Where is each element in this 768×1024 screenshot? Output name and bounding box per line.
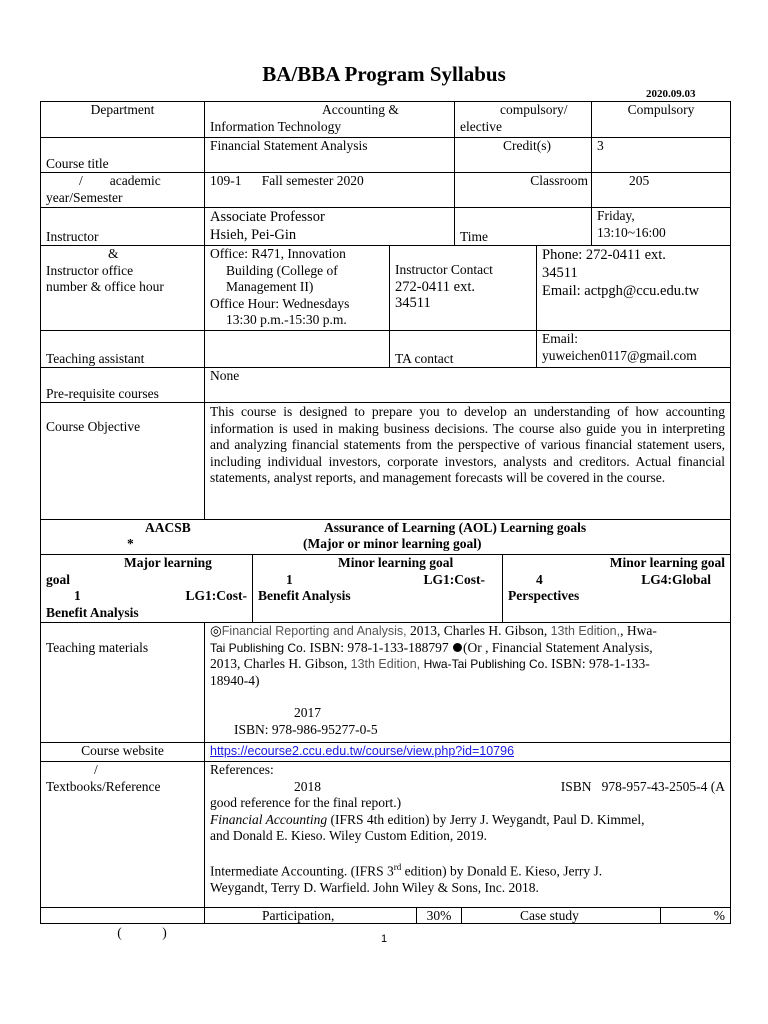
credits-label: Credit(s) [454, 138, 591, 172]
bullet-dot-icon [453, 643, 462, 652]
participation-percent: 30% [416, 908, 461, 923]
prerequisite-row [41, 367, 730, 402]
ta-contact-value: Email: yuweichen0117@gmail.com [536, 331, 730, 367]
department-value: Accounting & Information Technology [204, 102, 454, 137]
case-study-percent: % [660, 908, 730, 923]
classroom-value: 205 [591, 173, 730, 207]
semester-value: 109-1 Fall semester 2020 [204, 173, 454, 207]
objective-value: This course is designed to prepare you to develop an understanding of how accounting information is used in making business decisions. The course also guide you in interpreting and analyzing financial statements from the perspective of various financial statement users, including individual investors, corporate investors, analysts and creditors. Actual financial statements, analyst reports, and management forecasts will be covered in the course. [204, 403, 730, 519]
minor-goal-one: Minor learning goal 1 LG1:Cost- Benefit Analysis [252, 555, 502, 622]
minor-goal-two: Minor learning goal 4 LG4:Global Perspectives [502, 555, 730, 622]
ta-contact-label: TA contact [389, 331, 536, 367]
aol-heading: AACSB * Assurance of Learning (AOL) Learning goals (Major or minor learning goal) [127, 520, 587, 551]
time-value: Friday, 13:10~16:00 [591, 208, 730, 245]
office-label: & Instructor office number & office hour [46, 246, 164, 294]
syllabus-table [40, 101, 731, 940]
aol-row [41, 519, 730, 554]
credits-value: 3 [591, 138, 730, 172]
classroom-label: Classroom [454, 173, 591, 207]
prerequisite-label: Pre-requisite courses [46, 385, 159, 401]
department-row [41, 102, 730, 137]
course-type-value: Compulsory [591, 102, 730, 137]
participation-label: Participation, [204, 908, 416, 923]
time-label: Time [454, 208, 591, 245]
materials-value: ◎Financial Reporting and Analysis, 2013, Charles H. Gibson, 13th Edition,, Hwa- Tai Publishing Co. ISBN: 978-1-133-188797 (Or , Financial Statement Analysis, 2013, Charles H. Gibson, 13th Edition, Hwa-Tai Publishing Co. ISBN: 978-1-133- 18940-4) 2017 ISBN: 978-986-95277-0-5 [204, 623, 730, 742]
objective-label: Course Objective [46, 419, 141, 434]
ta-label: Teaching assistant [46, 350, 145, 366]
course-website-link[interactable]: https://ecourse2.ccu.edu.tw/course/view.php?id=10796 [210, 744, 515, 758]
learning-goals-row [41, 554, 730, 622]
website-row [41, 742, 730, 761]
materials-label: Teaching materials [46, 640, 149, 655]
office-value: Office: R471, Innovation Building (College of Management II) Office Hour: Wednesdays 13:30 p.m.-15:30 p.m. [204, 246, 389, 330]
course-title-row [41, 137, 730, 172]
grading-label: ( ) [117, 924, 167, 940]
references-label: / Textbooks/Reference [46, 762, 161, 794]
instructor-row [41, 207, 730, 245]
website-label: Course website [81, 743, 164, 758]
ta-row [41, 330, 730, 367]
grading-row [41, 907, 730, 940]
materials-row [41, 622, 730, 742]
case-study-label: Case study [461, 908, 660, 923]
references-value: References: 2018 ISBN 978-957-43-2505-4 (A good reference for the final report.) Financial Accounting (IFRS 4th edition) by Jerry J. Weygandt, Paul D. Kimmel, and Donald E. Kieso. Wiley Custom Edition, 2019. Intermediate Accounting. (IFRS 3rd edition) by Donald E. Kieso, Jerry J. Weygandt, Terry D. Warfield. John Wiley & Sons, Inc. 2018. [204, 762, 730, 907]
prerequisite-value: None [204, 368, 730, 402]
semester-label: / academic year/Semester [46, 173, 161, 205]
semester-row [41, 172, 730, 207]
major-goal: Major learning goal 1 LG1:Cost- Benefit Analysis [46, 555, 247, 620]
references-row [41, 761, 730, 907]
page-number: 1 [380, 933, 388, 945]
course-type-label: compulsory/ elective [454, 102, 591, 137]
objective-row [41, 402, 730, 519]
instructor-label: Instructor [46, 228, 99, 244]
course-title-label: Course title [46, 155, 109, 171]
website-value [204, 743, 730, 761]
page-title: BA/BBA Program Syllabus [262, 62, 506, 86]
office-row [41, 245, 730, 330]
instructor-contact: Instructor Contact 272-0411 ext. 34511 [389, 246, 536, 330]
instructor-value: Associate Professor Hsieh, Pei-Gin [204, 208, 454, 245]
department-label: Department [90, 102, 155, 117]
instructor-phone-email: Phone: 272-0411 ext. 34511 Email: actpgh@ccu.edu.tw [536, 246, 730, 330]
document-date: 2020.09.03 [646, 88, 696, 100]
course-title-value: Financial Statement Analysis [204, 138, 454, 172]
ta-value [204, 331, 389, 367]
